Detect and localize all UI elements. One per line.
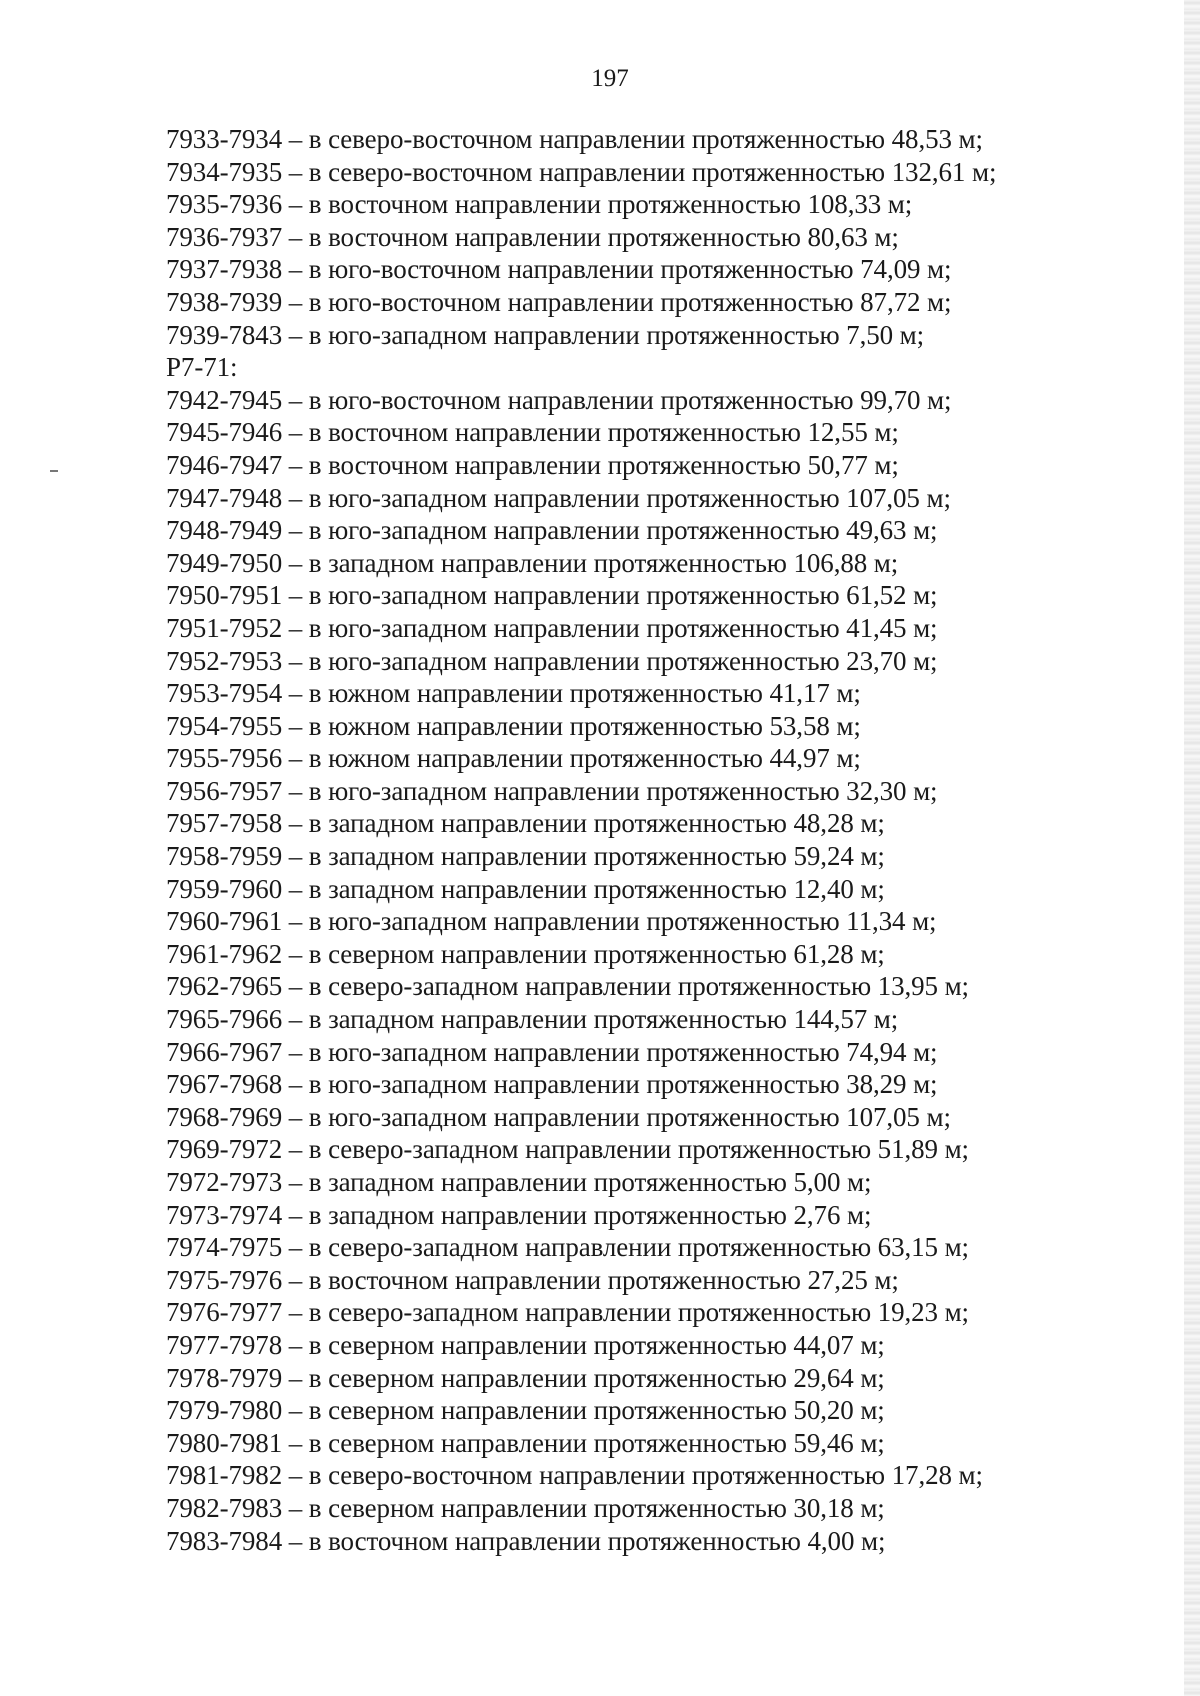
boundary-segment-line: 7957-7958 – в западном направлении протяженностью 48,28 м; <box>166 808 885 839</box>
boundary-segment-line: 7936-7937 – в восточном направлении протяженностью 80,63 м; <box>166 221 899 252</box>
boundary-segment-line: 7965-7966 – в западном направлении протяженностью 144,57 м; <box>166 1004 899 1035</box>
boundary-segment-line: 7946-7947 – в восточном направлении протяженностью 50,77 м; <box>166 449 899 480</box>
boundary-segment-line: 7945-7946 – в восточном направлении протяженностью 12,55 м; <box>166 417 899 448</box>
boundary-segment-line: 7973-7974 – в западном направлении протяженностью 2,76 м; <box>166 1199 872 1230</box>
boundary-segment-line: 7949-7950 – в западном направлении протяженностью 106,88 м; <box>166 547 899 578</box>
boundary-segment-line: 7956-7957 – в юго-западном направлении протяженностью 32,30 м; <box>166 775 938 806</box>
boundary-segment-line: 7934-7935 – в северо-восточном направлении протяженностью 132,61 м; <box>166 156 997 187</box>
boundary-segment-line: 7978-7979 – в северном направлении протяженностью 29,64 м; <box>166 1362 885 1393</box>
boundary-segment-line: 7942-7945 – в юго-восточном направлении протяженностью 99,70 м; <box>166 384 952 415</box>
boundary-segment-line: 7980-7981 – в северном направлении протяженностью 59,46 м; <box>166 1427 885 1458</box>
boundary-segment-line: 7968-7969 – в юго-западном направлении протяженностью 107,05 м; <box>166 1101 951 1132</box>
boundary-segment-line: 7976-7977 – в северо-западном направлении протяженностью 19,23 м; <box>166 1297 969 1328</box>
section-heading: Р7-71: <box>166 352 238 383</box>
boundary-segment-line: 7952-7953 – в юго-западном направлении протяженностью 23,70 м; <box>166 645 938 676</box>
boundary-segment-line: 7933-7934 – в северо-восточном направлении протяженностью 48,53 м; <box>166 124 983 154</box>
boundary-segment-line: 7972-7973 – в западном направлении протяженностью 5,00 м; <box>166 1167 872 1197</box>
boundary-segment-line: 7953-7954 – в южном направлении протяженностью 41,17 м; <box>166 678 861 709</box>
boundary-segment-line: 7979-7980 – в северном направлении протяженностью 50,20 м; <box>166 1395 885 1426</box>
boundary-segment-line: 7961-7962 – в северном направлении протяженностью 61,28 м; <box>166 938 885 969</box>
boundary-segment-line: 7962-7965 – в северо-западном направлении протяженностью 13,95 м; <box>166 971 969 1002</box>
boundary-segment-line: 7966-7967 – в юго-западном направлении протяженностью 74,94 м; <box>166 1036 938 1067</box>
boundary-segment-line: 7935-7936 – в восточном направлении протяженностью 108,33 м; <box>166 189 913 220</box>
boundary-segment-line: 7958-7959 – в западном направлении протяженностью 59,24 м; <box>166 841 885 872</box>
scan-edge-artifact <box>1184 0 1200 1696</box>
boundary-segment-line: 7983-7984 – в восточном направлении протяженностью 4,00 м; <box>166 1525 886 1556</box>
boundary-segment-line: 7948-7949 – в юго-западном направлении протяженностью 49,63 м; <box>166 515 938 546</box>
boundary-segment-line: 7960-7961 – в юго-западном направлении протяженностью 11,34 м; <box>166 906 937 937</box>
boundary-segment-line: 7950-7951 – в юго-западном направлении протяженностью 61,52 м; <box>166 580 938 611</box>
boundary-segment-line: 7955-7956 – в южном направлении протяженностью 44,97 м; <box>166 743 861 774</box>
boundary-description-list <box>166 123 1066 1557</box>
boundary-segment-line: 7967-7968 – в юго-западном направлении протяженностью 38,29 м; <box>166 1069 938 1100</box>
page-number: 197 <box>591 65 629 92</box>
boundary-segment-line: 7974-7975 – в северо-западном направлении протяженностью 63,15 м; <box>166 1232 969 1263</box>
boundary-segment-line: 7977-7978 – в северном направлении протяженностью 44,07 м; <box>166 1329 885 1360</box>
boundary-segment-line: 7947-7948 – в юго-западном направлении протяженностью 107,05 м; <box>166 482 951 513</box>
boundary-segment-line: 7975-7976 – в восточном направлении протяженностью 27,25 м; <box>166 1264 899 1295</box>
boundary-segment-line: 7939-7843 – в юго-западном направлении протяженностью 7,50 м; <box>166 319 925 350</box>
boundary-segment-line: 7954-7955 – в южном направлении протяженностью 53,58 м; <box>166 710 861 741</box>
scan-speck <box>50 470 58 472</box>
boundary-segment-line: 7938-7939 – в юго-восточном направлении протяженностью 87,72 м; <box>166 286 952 317</box>
boundary-segment-line: 7959-7960 – в западном направлении протяженностью 12,40 м; <box>166 873 885 904</box>
boundary-segment-line: 7982-7983 – в северном направлении протяженностью 30,18 м; <box>166 1492 885 1523</box>
boundary-segment-line: 7951-7952 – в юго-западном направлении протяженностью 41,45 м; <box>166 612 938 643</box>
boundary-segment-line: 7969-7972 – в северо-западном направлении протяженностью 51,89 м; <box>166 1134 969 1165</box>
boundary-segment-line: 7981-7982 – в северо-восточном направлении протяженностью 17,28 м; <box>166 1460 983 1491</box>
boundary-segment-line: 7937-7938 – в юго-восточном направлении протяженностью 74,09 м; <box>166 254 952 285</box>
